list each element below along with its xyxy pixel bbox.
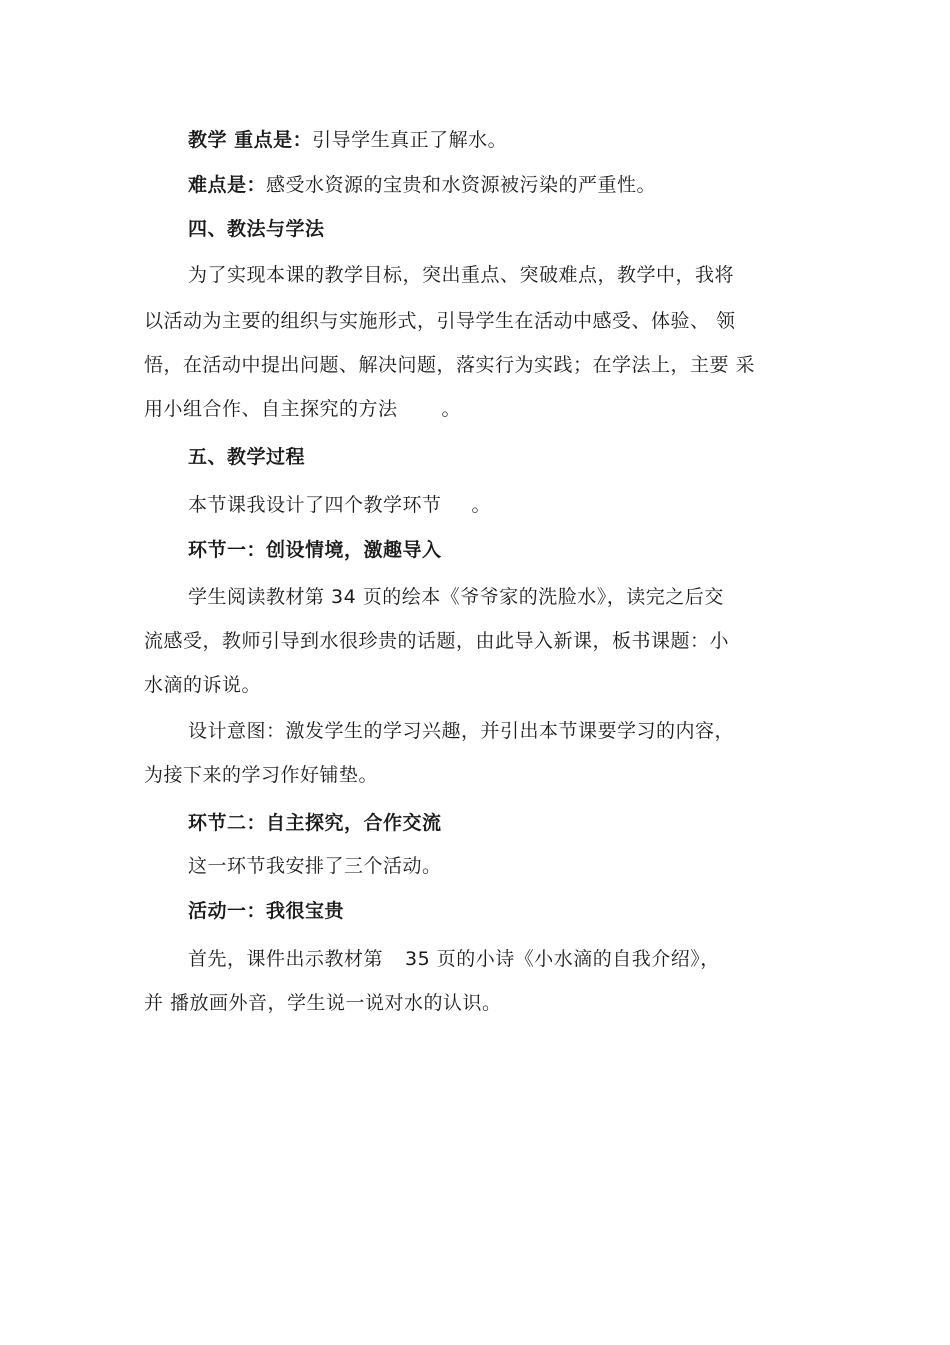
focus-label: 教学 重点是：	[188, 129, 313, 151]
paragraph-text: 首先，课件出示教材第	[188, 948, 384, 970]
paragraph-punct: 。	[441, 398, 462, 420]
paragraph-text: 35 页的小诗《小水滴的自我介绍》，	[405, 948, 720, 970]
difficulty-text: 感受水资源的宝贵和水资源被污染的严重性。	[266, 174, 657, 196]
paragraph-punct: 。	[471, 494, 492, 516]
paragraph-line: 设计意图：激发学生的学习兴趣，并引出本节课要学习的内容，	[188, 720, 735, 742]
paragraph-line	[188, 946, 720, 972]
paragraph-line	[188, 492, 491, 518]
paragraph-line: 水滴的诉说。	[144, 674, 262, 696]
teaching-focus	[188, 127, 507, 153]
paragraph-line: 并 播放画外音，学生说一说对水的认识。	[144, 992, 502, 1014]
activity-heading: 活动一：我很宝贵	[188, 900, 345, 922]
section-heading-methods: 四、教法与学法	[188, 218, 325, 240]
paragraph-line: 以活动为主要的组织与实施形式，引导学生在活动中感受、体验、 领	[144, 310, 736, 332]
difficulty-label: 难点是：	[188, 174, 267, 196]
focus-text: 引导学生真正了解水。	[312, 129, 508, 151]
paragraph-line: 为了实现本课的教学目标，突出重点、突破难点，教学中，我将	[188, 264, 735, 286]
paragraph-line	[144, 396, 461, 422]
paragraph-text: 本节课我设计了四个教学环节	[188, 494, 442, 516]
paragraph-line: 悟，在活动中提出问题、解决问题，落实行为实践；在学法上，主要 采	[144, 354, 756, 376]
paragraph-line: 流感受，教师引导到水很珍贵的话题，由此导入新课，板书课题：小	[144, 630, 730, 652]
subsection-heading-link2: 环节二：自主探究，合作交流	[188, 812, 442, 834]
paragraph-line: 为接下来的学习作好铺垫。	[144, 764, 379, 786]
paragraph-text: 用小组合作、自主探究的方法	[144, 398, 398, 420]
paragraph-line: 学生阅读教材第 34 页的绘本《爷爷家的洗脸水》，读完之后交	[188, 586, 724, 608]
teaching-difficulty	[188, 172, 656, 198]
paragraph-line: 这一环节我安排了三个活动。	[188, 855, 442, 877]
subsection-heading-link1: 环节一：创设情境，激趣导入	[188, 539, 442, 561]
section-heading-process: 五、教学过程	[188, 446, 306, 468]
